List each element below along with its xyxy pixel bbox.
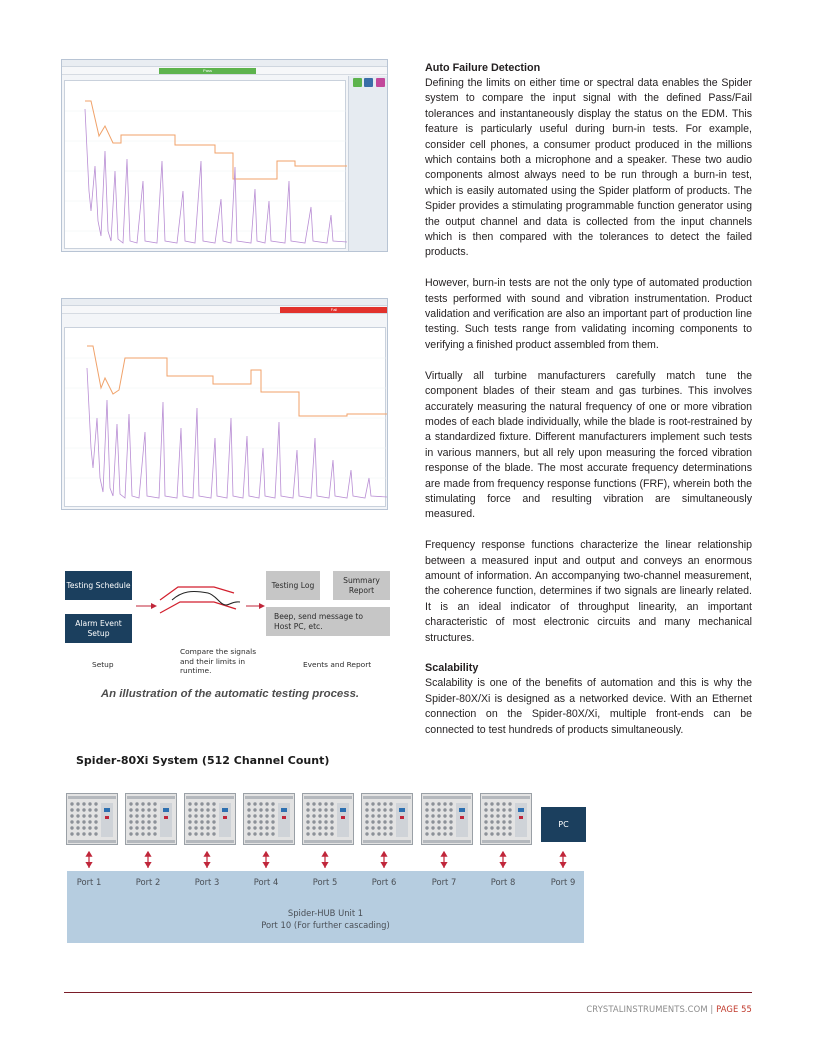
app-menubar bbox=[62, 60, 387, 67]
record-button[interactable] bbox=[376, 78, 385, 87]
setup-label: Setup bbox=[92, 660, 114, 669]
beep-message-box: Beep, send message to Host PC, etc. bbox=[266, 607, 390, 636]
summary-report-box: Summary Report bbox=[333, 571, 390, 600]
hub-port-1: Port 1 bbox=[76, 877, 102, 887]
device-front-panel bbox=[126, 794, 176, 844]
hub-port-5: Port 5 bbox=[312, 877, 338, 887]
signal-curve bbox=[172, 591, 240, 605]
hub-label-line1: Spider-HUB Unit 1 bbox=[287, 908, 364, 918]
hub-port-9: Port 9 bbox=[550, 877, 576, 887]
section-heading-scalability: Scalability bbox=[425, 662, 479, 675]
paragraph-production-tests: However, burn-in tests are not the only type of automated production tests performed with sound and vibration instrumentation. Product validation and verification are also an important part of production line testing. Such tests range from validating incoming components to verifying a finished product assembled from them. bbox=[425, 277, 752, 351]
paragraph-frf: Frequency response functions characterize the linear relationship between a measured input and output and conveys an enormous amount of information. An accompanying two-channel measurement, the coherence function, determines if two signals are linearly related. It is an ideal indicator of throughput linearity, an important characteristic of most electronic circuits and many mechanical structures. bbox=[425, 539, 752, 644]
footer-site: CRYSTALINSTRUMENTS.COM bbox=[586, 1004, 708, 1014]
connection-arrows bbox=[60, 846, 600, 872]
app-toolbar bbox=[62, 67, 387, 75]
flow-diagram-lines bbox=[130, 575, 275, 635]
run-button[interactable] bbox=[353, 78, 362, 87]
footer-page-number: PAGE 55 bbox=[716, 1004, 752, 1014]
device-front-panel bbox=[422, 794, 472, 844]
spectrum-plot-svg bbox=[65, 328, 387, 508]
device-front-panel bbox=[244, 794, 294, 844]
page-footer bbox=[586, 1004, 752, 1014]
app-toolbar bbox=[62, 306, 387, 314]
pc-box: PC bbox=[541, 807, 586, 842]
device-front-panel bbox=[362, 794, 412, 844]
lower-limit-curve bbox=[160, 602, 236, 613]
pass-screenshot bbox=[61, 59, 388, 252]
limit-line bbox=[85, 101, 347, 179]
spectrum-plot bbox=[64, 327, 386, 507]
system-title: Spider-80Xi System (512 Channel Count) bbox=[76, 754, 330, 767]
hub-port-6: Port 6 bbox=[371, 877, 397, 887]
article-body bbox=[425, 61, 752, 738]
device-front-panel bbox=[303, 794, 353, 844]
testing-log-box: Testing Log bbox=[266, 571, 320, 600]
hub-port-4: Port 4 bbox=[253, 877, 279, 887]
spider-device-4 bbox=[243, 793, 295, 845]
paragraph-burn-in: Defining the limits on either time or spectral data enables the Spider system to compare the input signal with the defined Pass/Fail tolerances and instantaneously display the status on the EDM. This feature is particularly useful during burn-in tests. For example, consider cell phones, a consumer product produced in the millions which contains both a microphone and a speaker. These two audio components almost always need to be run through a burn-in test, which is easily automated using the Spider platform of products. The Spider provides a stimulating programmable function generator using the output channel and data is collected from the input channels which is then compared with the tolerances to detect the failed products. bbox=[425, 77, 752, 259]
limit-line bbox=[87, 346, 387, 416]
pass-status-bar: Pass bbox=[159, 68, 256, 74]
hub-label bbox=[67, 907, 584, 931]
device-front-panel bbox=[481, 794, 531, 844]
spider-device-5 bbox=[302, 793, 354, 845]
figure-caption: An illustration of the automatic testing process. bbox=[100, 688, 360, 700]
spider-device-6 bbox=[361, 793, 413, 845]
spider-device-2 bbox=[125, 793, 177, 845]
hub-port-8: Port 8 bbox=[490, 877, 516, 887]
signal-trace bbox=[85, 109, 347, 243]
spectrum-plot-svg bbox=[65, 81, 347, 250]
spider-device-3 bbox=[184, 793, 236, 845]
alarm-event-setup-box: Alarm Event Setup bbox=[65, 614, 132, 643]
device-front-panel bbox=[67, 794, 117, 844]
hub-port-7: Port 7 bbox=[431, 877, 457, 887]
fail-screenshot bbox=[61, 298, 388, 510]
upper-limit-curve bbox=[160, 587, 234, 600]
paragraph-turbine: Virtually all turbine manufacturers carefully match tune the component blades of their steam and gas turbines. This involves accurately measuring the natural frequency of one or more vibration modes of each blade individually, while the blade is root-restrained by a standardized fixture. Different manufacturers implement such tests in various manners, but all rely upon measuring the forced vibration response of the blade. The most accurate frequency determinations are made from frequency response functions (FRF), wherein both the stimulating force and resulting vibration are simultaneously measured. bbox=[425, 369, 752, 521]
spider-device-1 bbox=[66, 793, 118, 845]
footer-rule bbox=[64, 992, 752, 993]
device-front-panel bbox=[185, 794, 235, 844]
compare-note: Compare the signals and their limits in runtime. bbox=[180, 647, 257, 676]
spectrum-plot bbox=[64, 80, 346, 249]
stop-button[interactable] bbox=[364, 78, 373, 87]
events-report-label: Events and Report bbox=[303, 660, 372, 669]
footer-separator: | bbox=[710, 1004, 714, 1014]
hub-port-2: Port 2 bbox=[135, 877, 161, 887]
spider-device-7 bbox=[421, 793, 473, 845]
hub-label-line2: Port 10 (For further cascading) bbox=[261, 920, 390, 930]
signal-trace bbox=[87, 368, 387, 498]
spider-device-8 bbox=[480, 793, 532, 845]
testing-schedule-box: Testing Schedule bbox=[65, 571, 132, 600]
side-panel bbox=[348, 76, 388, 252]
paragraph-scalability: Scalability is one of the benefits of automation and this is why the Spider-80X/Xi is designed as a networked device. With an Ethernet connection on the Spider-80X/Xi, multiple front-ends can be connected to test hundreds of products simultaneously. bbox=[425, 677, 752, 736]
section-heading-auto-failure: Auto Failure Detection bbox=[425, 62, 541, 74]
app-menubar bbox=[62, 299, 387, 306]
hub-port-3: Port 3 bbox=[194, 877, 220, 887]
fail-status-bar: Fail bbox=[280, 307, 388, 313]
